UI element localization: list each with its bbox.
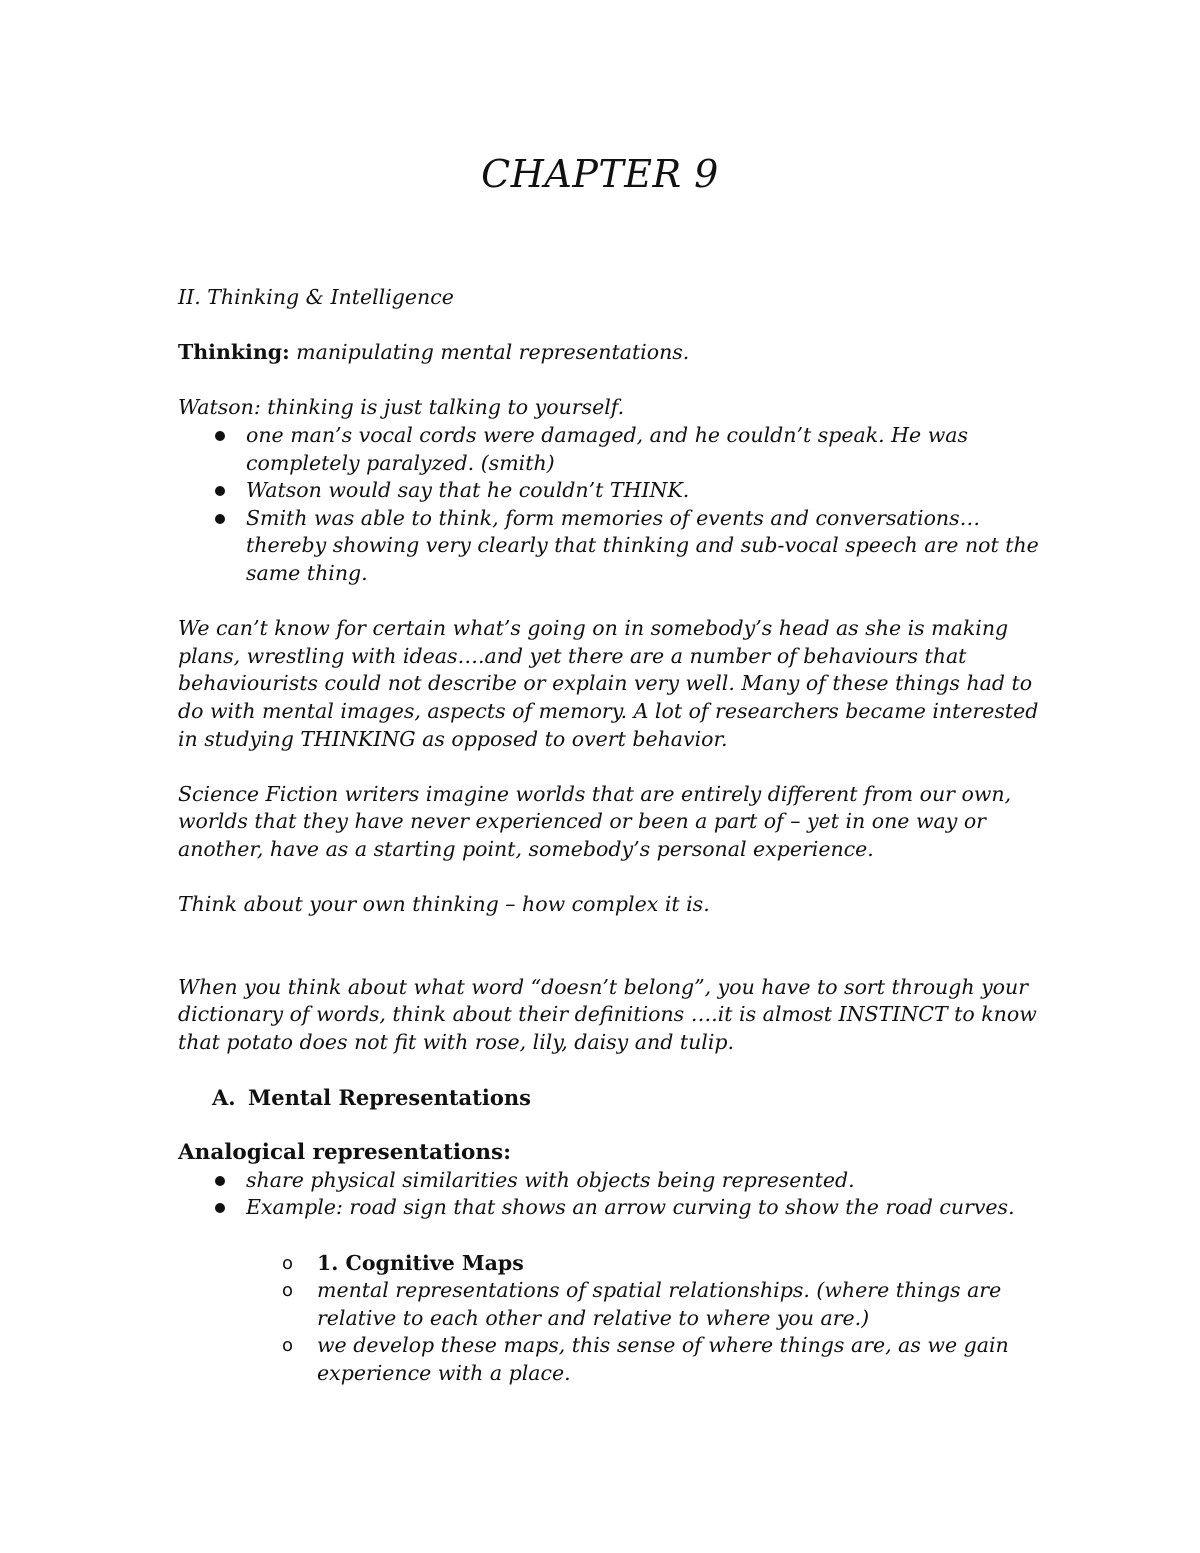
chapter-title: CHAPTER 9 <box>481 152 719 196</box>
paragraph-own-thinking: Think about your own thinking – how complex it is. <box>178 892 710 917</box>
thinking-term: Thinking: <box>178 340 290 365</box>
list-item: o mental representations of spatial relationships. (where things are relative to each other and relative to where you are.) <box>282 1278 1002 1330</box>
list-item: Watson would say that he couldn’t THINK. <box>178 477 1058 505</box>
cognitive-maps-list <box>178 1250 1058 1388</box>
analogical-bullet-list <box>178 1167 1058 1222</box>
cognitive-maps-heading: o 1. Cognitive Maps <box>178 1250 1058 1278</box>
circle-bullet-icon: o <box>282 1280 294 1302</box>
circle-bullet-icon: o <box>282 1252 294 1274</box>
thinking-definition <box>178 339 1058 367</box>
heading-text: Mental Representations <box>248 1085 531 1111</box>
section-heading: II. Thinking & Intelligence <box>178 285 454 309</box>
heading-mental-representations <box>178 1084 1058 1112</box>
analogical-heading: Analogical representations: <box>178 1140 512 1166</box>
heading-letter: A. <box>212 1085 236 1111</box>
circle-bullet-icon: o <box>282 1335 294 1357</box>
list-item: o we develop these maps, this sense of where things are, as we gain experience with a place. <box>282 1333 1009 1385</box>
list-item: one man’s vocal cords were damaged, and he couldn’t speak. He was completely paralyzed. (smith) <box>178 422 1058 477</box>
thinking-definition-text: manipulating mental representations. <box>289 340 690 365</box>
list-item: share physical similarities with objects being represented. <box>178 1167 1058 1195</box>
watson-intro: Watson: thinking is just talking to yourself. <box>178 395 625 420</box>
paragraph-word-belong: When you think about what word “doesn’t belong”, you have to sort through your dictionary of words, think about their definitions ….it is almost INSTINCT to know that potato does not fit with rose, lily, daisy and tulip. <box>178 974 1037 1054</box>
paragraph-behaviours: We can’t know for certain what’s going on in somebody’s head as she is making plans, wrestling with ideas….and yet there are a number of behaviours that behaviourists could not describe or explain very well. Many of these things had to do with mental images, aspects of memory. A lot of researchers became interested in studying THINKING as opposed to overt behavior. <box>178 616 1039 751</box>
list-item: Smith was able to think, form memories of events and conversations…thereby showing very clearly that thinking and sub-vocal speech are not the same thing. <box>178 505 1058 588</box>
paragraph-science-fiction: Science Fiction writers imagine worlds that are entirely different from our own, worlds that they have never experienced or been a part of – yet in one way or another, have as a starting point, somebody’s personal experience. <box>178 781 1012 861</box>
list-item: Example: road sign that shows an arrow curving to show the road curves. <box>178 1194 1058 1222</box>
document-body <box>178 284 1058 1388</box>
watson-bullet-list <box>178 422 1058 588</box>
